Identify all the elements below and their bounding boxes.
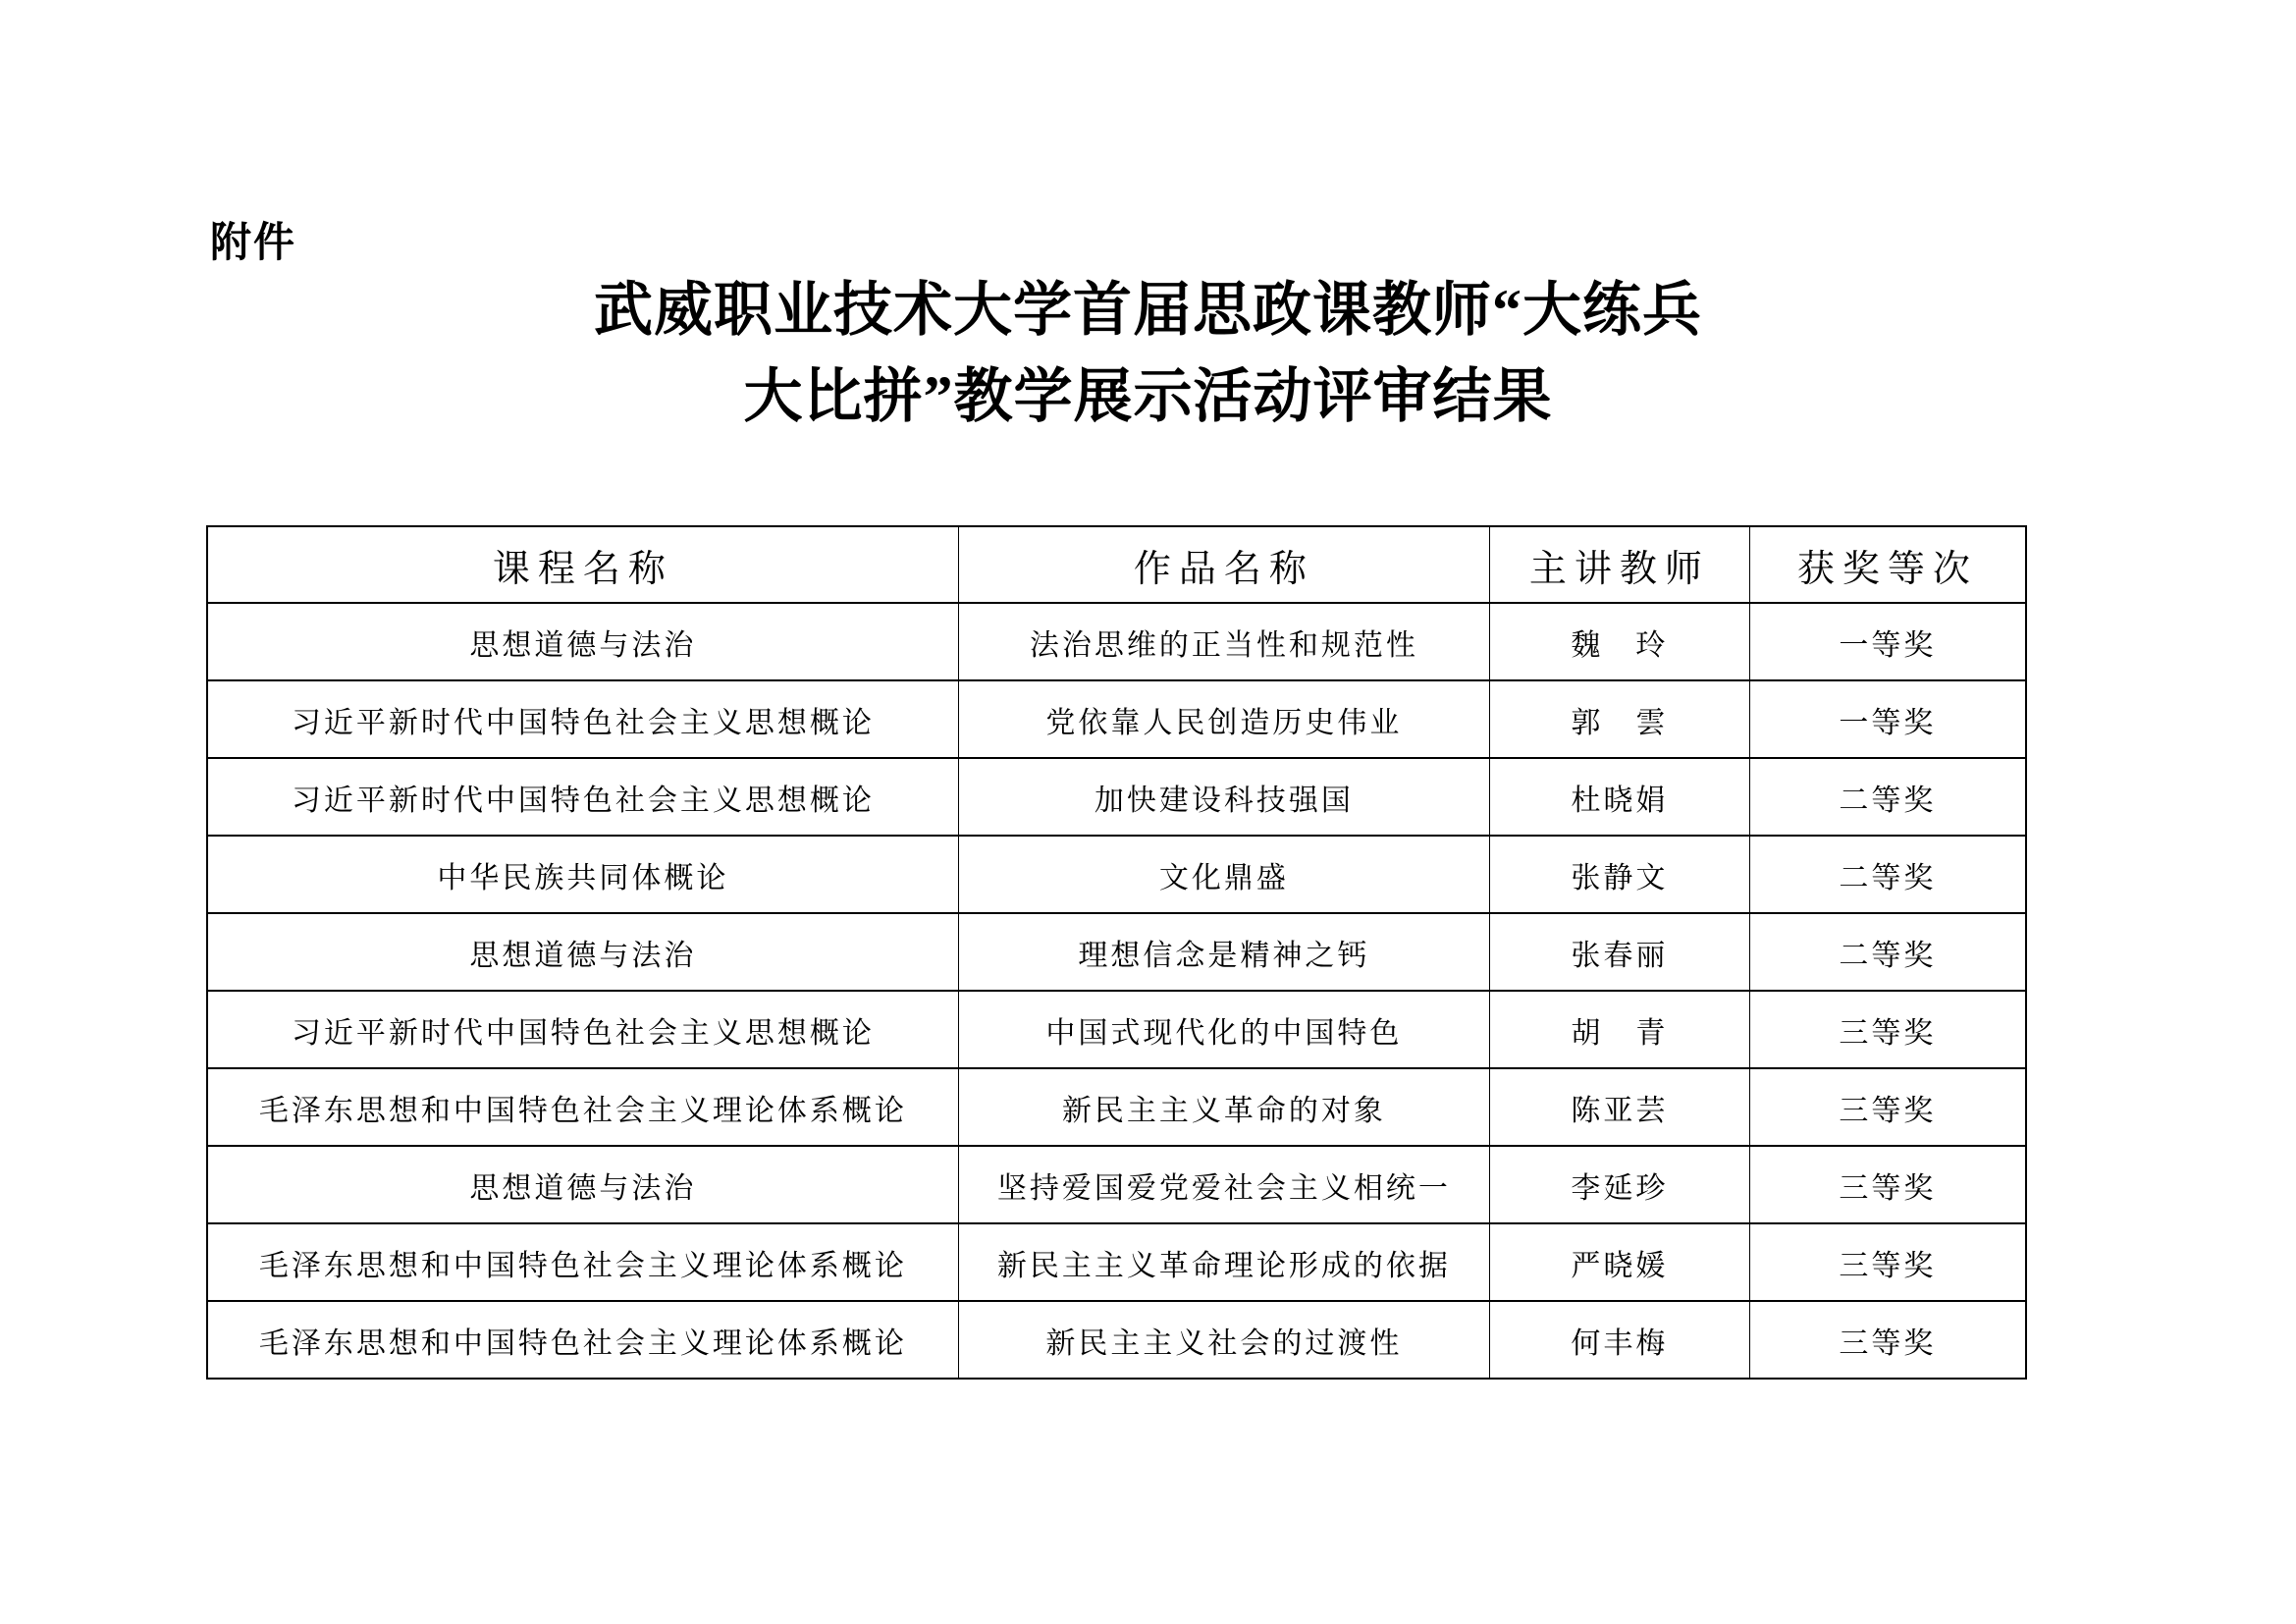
table-row bbox=[207, 603, 2026, 680]
table-row bbox=[207, 680, 2026, 758]
work-cell: 中国式现代化的中国特色 bbox=[958, 991, 1489, 1068]
course-cell: 中华民族共同体概论 bbox=[207, 836, 958, 913]
course-cell: 毛泽东思想和中国特色社会主义理论体系概论 bbox=[207, 1301, 958, 1379]
course-cell: 思想道德与法治 bbox=[207, 1146, 958, 1223]
table-row bbox=[207, 1301, 2026, 1379]
teacher-cell: 陈亚芸 bbox=[1489, 1068, 1749, 1146]
work-cell: 新民主主义社会的过渡性 bbox=[958, 1301, 1489, 1379]
work-cell: 加快建设科技强国 bbox=[958, 758, 1489, 836]
teacher-cell: 胡 青 bbox=[1489, 991, 1749, 1068]
award-cell: 一等奖 bbox=[1749, 603, 2026, 680]
work-cell: 法治思维的正当性和规范性 bbox=[958, 603, 1489, 680]
table-row bbox=[207, 758, 2026, 836]
teacher-cell: 郭 雲 bbox=[1489, 680, 1749, 758]
table-row bbox=[207, 1068, 2026, 1146]
award-cell: 三等奖 bbox=[1749, 1223, 2026, 1301]
column-header-award: 获奖等次 bbox=[1749, 526, 2026, 603]
table-row bbox=[207, 991, 2026, 1068]
work-cell: 新民主主义革命的对象 bbox=[958, 1068, 1489, 1146]
work-cell: 新民主主义革命理论形成的依据 bbox=[958, 1223, 1489, 1301]
teacher-cell: 杜晓娟 bbox=[1489, 758, 1749, 836]
course-cell: 习近平新时代中国特色社会主义思想概论 bbox=[207, 991, 958, 1068]
teacher-cell: 李延珍 bbox=[1489, 1146, 1749, 1223]
table-row bbox=[207, 836, 2026, 913]
column-header-course: 课程名称 bbox=[207, 526, 958, 603]
results-table bbox=[206, 525, 2027, 1380]
document-title-line2: 大比拼”教学展示活动评审结果 bbox=[743, 364, 1553, 429]
award-cell: 二等奖 bbox=[1749, 913, 2026, 991]
column-header-work: 作品名称 bbox=[958, 526, 1489, 603]
course-cell: 毛泽东思想和中国特色社会主义理论体系概论 bbox=[207, 1068, 958, 1146]
attachment-label: 附件 bbox=[210, 219, 297, 265]
award-cell: 三等奖 bbox=[1749, 1301, 2026, 1379]
teacher-cell: 何丰梅 bbox=[1489, 1301, 1749, 1379]
award-cell: 三等奖 bbox=[1749, 991, 2026, 1068]
teacher-cell: 张春丽 bbox=[1489, 913, 1749, 991]
award-cell: 一等奖 bbox=[1749, 680, 2026, 758]
award-cell: 二等奖 bbox=[1749, 836, 2026, 913]
document-title bbox=[0, 267, 2296, 440]
course-cell: 思想道德与法治 bbox=[207, 913, 958, 991]
course-cell: 毛泽东思想和中国特色社会主义理论体系概论 bbox=[207, 1223, 958, 1301]
award-cell: 二等奖 bbox=[1749, 758, 2026, 836]
course-cell: 思想道德与法治 bbox=[207, 603, 958, 680]
work-cell: 理想信念是精神之钙 bbox=[958, 913, 1489, 991]
course-cell: 习近平新时代中国特色社会主义思想概论 bbox=[207, 758, 958, 836]
award-cell: 三等奖 bbox=[1749, 1146, 2026, 1223]
teacher-cell: 张静文 bbox=[1489, 836, 1749, 913]
document-title-line1: 武威职业技术大学首届思政课教师“大练兵 bbox=[594, 278, 1702, 343]
table-header-row bbox=[207, 526, 2026, 603]
award-cell: 三等奖 bbox=[1749, 1068, 2026, 1146]
table-row bbox=[207, 1223, 2026, 1301]
course-cell: 习近平新时代中国特色社会主义思想概论 bbox=[207, 680, 958, 758]
work-cell: 文化鼎盛 bbox=[958, 836, 1489, 913]
table-row bbox=[207, 1146, 2026, 1223]
work-cell: 党依靠人民创造历史伟业 bbox=[958, 680, 1489, 758]
work-cell: 坚持爱国爱党爱社会主义相统一 bbox=[958, 1146, 1489, 1223]
teacher-cell: 严晓媛 bbox=[1489, 1223, 1749, 1301]
column-header-teacher: 主讲教师 bbox=[1489, 526, 1749, 603]
teacher-cell: 魏 玲 bbox=[1489, 603, 1749, 680]
table-row bbox=[207, 913, 2026, 991]
